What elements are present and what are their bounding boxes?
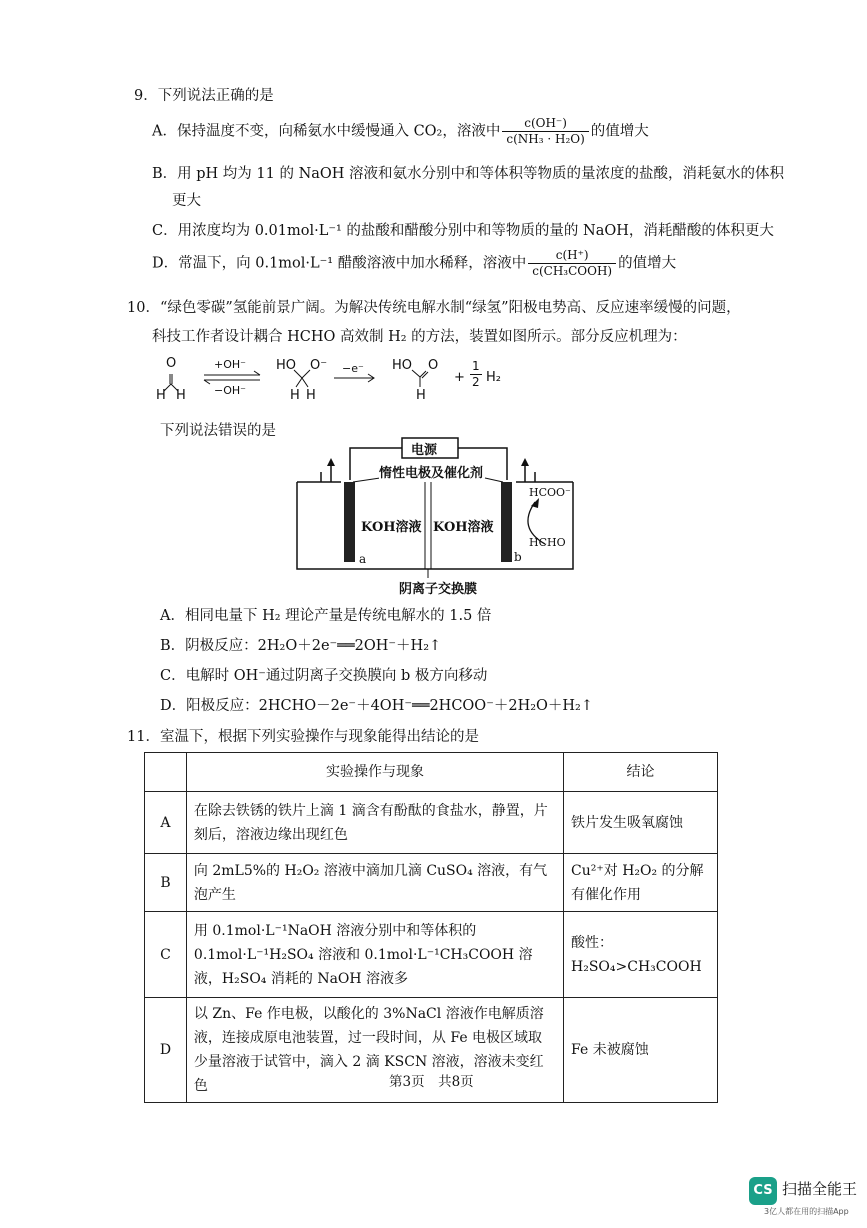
camscanner-logo: CS xyxy=(749,1177,777,1205)
mech-half-num: 1 xyxy=(472,359,480,373)
mech-ho-label: HO xyxy=(276,358,297,373)
q9-a-den: c(NH₃ · H₂O) xyxy=(506,132,585,146)
row-conclusion: Fe 未被腐蚀 xyxy=(564,998,718,1103)
mech-h-left: H xyxy=(156,388,166,403)
q9-d-fraction xyxy=(528,248,616,279)
left-solution-label: KOH溶液 xyxy=(361,520,422,535)
q10-option-c: C．电解时 OH⁻通过阴离子交换膜向 b 极方向移动 xyxy=(160,668,488,684)
row-label: C xyxy=(145,912,187,998)
hcoo-label: HCOO⁻ xyxy=(529,486,571,499)
hcho-label: HCHO xyxy=(529,536,566,549)
mech-h2-right: H xyxy=(306,388,316,403)
mech-o-label: O xyxy=(166,356,177,371)
mech-h-right: H xyxy=(176,388,186,403)
mech-h2-product: H₂ xyxy=(486,370,501,385)
q9-stem: 9．下列说法正确的是 xyxy=(134,88,274,104)
row-conclusion: 铁片发生吸氧腐蚀 xyxy=(564,792,718,854)
camscanner-tagline: 3亿人都在用的扫描App xyxy=(764,1207,849,1216)
q9-a-fraction xyxy=(502,116,588,147)
table-header-label xyxy=(145,753,187,792)
experiment-table xyxy=(144,752,718,1103)
row-operation: 以 Zn、Fe 作电极，以酸化的 3%NaCl 溶液作电解质溶液，连接成原电池装置，过一段时间，从 Fe 电极区域取少量溶液于试管中，滴入 2 滴 KSCN 溶液，溶液未变红色 xyxy=(186,998,563,1103)
table-row xyxy=(145,854,718,912)
q9-a-pre: A．保持温度不变，向稀氨水中缓慢通入 CO₂，溶液中 xyxy=(152,123,501,140)
table-row xyxy=(145,792,718,854)
mech-h-acid: H xyxy=(416,388,426,403)
q10-option-a: A．相同电量下 H₂ 理论产量是传统电解水的 1.5 倍 xyxy=(160,608,492,624)
membrane-label: 阴离子交换膜 xyxy=(399,582,478,597)
table-header-operation: 实验操作与现象 xyxy=(186,753,563,792)
mech-h2-left: H xyxy=(290,388,300,403)
table-header-row xyxy=(145,753,718,792)
row-conclusion: 酸性：H₂SO₄>CH₃COOH xyxy=(564,912,718,998)
mech-o-minus: O⁻ xyxy=(310,358,328,373)
power-source-label: 电源 xyxy=(411,443,438,458)
q9-option-d xyxy=(152,248,676,279)
electrode-label: 惰性电极及催化剂 xyxy=(379,462,483,481)
q10-option-b: B．阴极反应：2H₂O＋2e⁻══2OH⁻＋H₂↑ xyxy=(160,638,442,654)
q10-option-d: D．阳极反应：2HCHO－2e⁻＋4OH⁻══2HCOO⁻＋2H₂O＋H₂↑ xyxy=(160,698,594,714)
q9-option-a xyxy=(152,116,649,147)
q9-d-num: c(H⁺) xyxy=(528,248,616,264)
reaction-mechanism xyxy=(152,356,512,404)
row-label: D xyxy=(145,998,187,1103)
q10-sub-question: 下列说法错误的是 xyxy=(160,423,276,439)
table-row xyxy=(145,912,718,998)
row-operation: 向 2mL5%的 H₂O₂ 溶液中滴加几滴 CuSO₄ 溶液，有气泡产生 xyxy=(186,854,563,912)
electrolysis-diagram xyxy=(295,436,575,596)
q9-option-c: C．用浓度均为 0.01mol·L⁻¹ 的盐酸和醋酸分别中和等物质的量的 NaOH，消耗醋酸的体积更大 xyxy=(152,223,774,239)
camscanner-brand: 扫描全能王 xyxy=(782,1180,858,1198)
q9-option-b-cont: 更大 xyxy=(172,193,201,209)
q9-d-post: 的值增大 xyxy=(618,255,677,272)
row-label: A xyxy=(145,792,187,854)
mech-ho-acid: HO xyxy=(392,358,413,373)
page-footer: 第3页 共8页 xyxy=(389,1074,474,1090)
row-label: B xyxy=(145,854,187,912)
row-operation: 在除去铁锈的铁片上滴 1 滴含有酚酞的食盐水，静置，片刻后，溶液边缘出现红色 xyxy=(186,792,563,854)
q10-stem-line1: 10．“绿色零碳”氢能前景广阔。为解决传统电解水制“绿氢”阳极电势高、反应速率缓慢的问题， xyxy=(127,300,741,316)
electrode-b-label: b xyxy=(514,550,522,564)
q10-stem-line2: 科技工作者设计耦合 HCHO 高效制 H₂ 的方法，装置如图所示。部分反应机理为： xyxy=(152,329,687,345)
q9-d-den: c(CH₃COOH) xyxy=(532,264,613,278)
mech-half xyxy=(470,359,482,390)
mech-plus: + xyxy=(454,370,465,385)
q9-a-post: 的值增大 xyxy=(590,123,649,140)
row-conclusion: Cu²⁺对 H₂O₂ 的分解有催化作用 xyxy=(564,854,718,912)
mech-o-acid: O xyxy=(428,358,439,373)
right-solution-label: KOH溶液 xyxy=(433,520,494,535)
electrode-a-label: a xyxy=(359,552,367,566)
q9-d-pre: D．常温下，向 0.1mol·L⁻¹ 醋酸溶液中加水稀释，溶液中 xyxy=(152,255,527,272)
mech-half-den: 2 xyxy=(472,375,480,389)
q9-a-num: c(OH⁻) xyxy=(502,116,588,132)
q9-option-b: B．用 pH 均为 11 的 NaOH 溶液和氨水分别中和等体积等物质的量浓度的盐酸，消耗氨水的体积 xyxy=(152,166,785,182)
q11-stem: 11．室温下，根据下列实验操作与现象能得出结论的是 xyxy=(127,729,479,745)
mech-minus-e: −e⁻ xyxy=(342,362,364,375)
row-operation: 用 0.1mol·L⁻¹NaOH 溶液分别中和等体积的 0.1mol·L⁻¹H₂SO₄ 溶液和 0.1mol·L⁻¹CH₃COOH 溶液，H₂SO₄ 消耗的 NaOH 溶液多 xyxy=(186,912,563,998)
mech-plus-oh: +OH⁻ xyxy=(214,358,246,371)
table-header-conclusion: 结论 xyxy=(564,753,718,792)
mech-minus-oh: −OH⁻ xyxy=(214,384,246,397)
